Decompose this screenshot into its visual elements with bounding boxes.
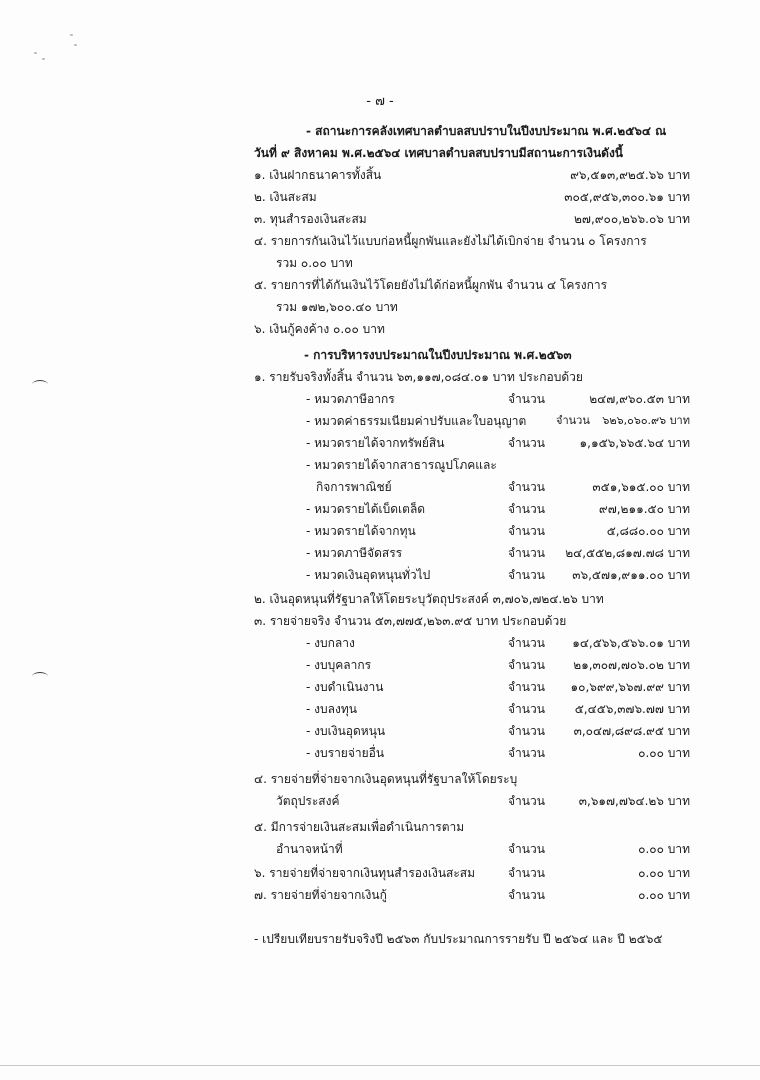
income-row-unit: จำนวน	[508, 546, 545, 560]
expense-row-amount: ๑๐,๖๙๙,๖๖๗.๙๙ บาท	[570, 680, 690, 694]
item4b-amount: ๓,๖๑๗,๗๖๔.๒๖ บาท	[578, 794, 690, 808]
expense-row-unit: จำนวน	[508, 680, 545, 694]
expense-row-amount: ๐.๐๐ บาท	[638, 746, 690, 760]
item6b-amount: ๐.๐๐ บาท	[638, 866, 690, 880]
expense-total: ๓. รายจ่ายจริง จำนวน ๕๓,๗๗๕,๒๖๓.๙๕ บาท ประกอบด้วย	[254, 614, 567, 628]
expense-row-amount: ๕,๔๕๖,๓๗๖.๗๗ บาท	[574, 702, 690, 716]
income-row-amount: ๓๕๑,๖๑๕.๐๐ บาท	[592, 480, 690, 494]
page-number: - ๗ -	[366, 94, 394, 109]
comparison-note: - เปรียบเทียบรายรับจริงปี ๒๕๖๓ กับประมาณการรายรับ ปี ๒๕๖๔ และ ปี ๒๕๖๕	[254, 932, 663, 946]
income-row-label: กิจการพาณิชย์	[316, 480, 392, 494]
income-row-label: - หมวดค่าธรรมเนียมค่าปรับและใบอนุญาต	[306, 414, 527, 428]
status-amount-2: ๓๐๕,๙๕๖,๓๐๐.๖๑ บาท	[564, 190, 690, 204]
expense-row-label: - งบลงทุน	[306, 702, 357, 716]
item4b-line1: ๔. รายจ่ายที่จ่ายจากเงินอุดหนุนที่รัฐบาลให้โดยระบุ	[254, 772, 518, 786]
income-row-amount: ๒๔,๕๕๒,๘๑๗.๗๘ บาท	[565, 546, 690, 560]
item5b-unit: จำนวน	[508, 842, 545, 856]
expense-row-label: - งบบุคลากร	[306, 658, 372, 672]
item4-line1: ๔. รายการกันเงินไว้แบบก่อหนี้ผูกพันและยังไม่ได้เบิกจ่าย จำนวน ๐ โครงการ	[254, 234, 647, 248]
scan-speck	[42, 58, 45, 60]
scan-edge-line	[0, 1065, 760, 1066]
income-row-unit: จำนวน	[508, 392, 545, 406]
expense-row-unit: จำนวน	[508, 724, 545, 738]
scan-speck	[34, 52, 37, 54]
expense-row-unit: จำนวน	[508, 658, 545, 672]
heading-line-1: - สถานะการคลังเทศบาลตำบลสบปราบในปีงบประมาณ พ.ศ.๒๕๖๔ ณ	[306, 124, 667, 138]
income-row-unit: จำนวน	[508, 568, 545, 582]
item5b-line2: อำนาจหน้าที่	[276, 842, 343, 856]
expense-row-amount: ๒๑,๓๐๗,๗๐๖.๐๒ บาท	[573, 658, 690, 672]
status-amount-3: ๒๗,๙๐๐,๒๖๖.๐๖ บาท	[574, 212, 690, 226]
income-row-label: - หมวดภาษีจัดสรร	[306, 546, 403, 560]
scan-speck	[70, 34, 73, 36]
item5b-line1: ๕. มีการจ่ายเงินสะสมเพื่อดำเนินการตาม	[254, 820, 465, 834]
item7b-label: ๗. รายจ่ายที่จ่ายจากเงินกู้	[254, 888, 387, 902]
expense-row-unit: จำนวน	[508, 746, 545, 760]
income-row-label: - หมวดรายได้จากทุน	[306, 524, 416, 538]
item6b-unit: จำนวน	[508, 866, 545, 880]
budget-heading: - การบริหารงบประมาณในปีงบประมาณ พ.ศ.๒๕๖๓	[304, 348, 572, 362]
income-row-unit: จำนวน	[508, 524, 545, 538]
income-total: ๑. รายรับจริงทั้งสิ้น จำนวน ๖๓,๑๑๗,๐๘๔.๐๑ บาท ประกอบด้วย	[254, 370, 583, 384]
income-row-label: - หมวดเงินอุดหนุนทั่วไป	[306, 568, 431, 582]
scan-speck	[74, 44, 77, 46]
income-row-label: - หมวดภาษีอากร	[306, 392, 395, 406]
item7b-unit: จำนวน	[508, 888, 545, 902]
status-label-1: ๑. เงินฝากธนาคารทั้งสิ้น	[254, 168, 382, 182]
expense-row-label: - งบกลาง	[306, 636, 355, 650]
status-label-2: ๒. เงินสะสม	[254, 190, 317, 204]
expense-row-label: - งบเงินอุดหนุน	[306, 724, 386, 738]
item5-line2: รวม ๑๗๒,๖๐๐.๔๐ บาท	[276, 300, 398, 314]
expense-row-amount: ๑๔,๕๖๖,๕๖๖.๐๑ บาท	[572, 636, 690, 650]
item5-line1: ๕. รายการที่ได้กันเงินไว้โดยยังไม่ได้ก่อหนี้ผูกพัน จำนวน ๔ โครงการ	[254, 278, 608, 292]
item5b-amount: ๐.๐๐ บาท	[638, 842, 690, 856]
income-row-amount: ๒๔๗,๙๖๐.๕๓ บาท	[589, 392, 690, 406]
income2-line: ๒. เงินอุดหนุนที่รัฐบาลให้โดยระบุวัตถุประสงค์ ๓,๗๐๖,๗๒๔.๒๖ บาท	[254, 592, 604, 606]
heading-line-2: วันที่ ๙ สิงหาคม พ.ศ.๒๕๖๔ เทศบาลตำบลสบปราบมีสถานะการเงินดังนี้	[254, 146, 624, 160]
item7b-amount: ๐.๐๐ บาท	[638, 888, 690, 902]
expense-row-unit: จำนวน	[508, 702, 545, 716]
item4b-line2: วัตถุประสงค์	[276, 794, 340, 808]
margin-mark	[32, 672, 48, 681]
income-row-unit: จำนวน	[508, 502, 545, 516]
income-row-amount: ๕,๘๘๐.๐๐ บาท	[606, 524, 690, 538]
income-row-unit: จำนวน	[508, 436, 545, 450]
income-row-label: - หมวดรายได้เบ็ดเตล็ด	[306, 502, 426, 516]
income-row-amount: ๖๒๖,๐๖๐.๙๖ บาท	[602, 414, 690, 427]
income-row-label: - หมวดรายได้จากทรัพย์สิน	[306, 436, 445, 450]
item6b-label: ๖. รายจ่ายที่จ่ายจากเงินทุนสำรองเงินสะสม	[254, 866, 476, 880]
income-row-label: - หมวดรายได้จากสาธารณูปโภคและ	[306, 458, 497, 472]
income-row-amount: ๑,๑๕๖,๖๖๕.๖๔ บาท	[579, 436, 690, 450]
item4-line2: รวม ๐.๐๐ บาท	[276, 256, 353, 270]
income-row-amount: ๓๖,๕๗๑,๙๑๑.๐๐ บาท	[572, 568, 690, 582]
item6-line: ๖. เงินกู้คงค้าง ๐.๐๐ บาท	[254, 322, 385, 336]
income-row-unit: จำนวน	[556, 414, 590, 427]
expense-row-label: - งบดำเนินงาน	[306, 680, 384, 694]
expense-row-unit: จำนวน	[508, 636, 545, 650]
expense-row-label: - งบรายจ่ายอื่น	[306, 746, 385, 760]
item4b-unit: จำนวน	[508, 794, 545, 808]
expense-row-amount: ๓,๐๔๗,๘๙๘.๙๕ บาท	[573, 724, 690, 738]
margin-mark	[32, 380, 48, 389]
status-label-3: ๓. ทุนสำรองเงินสะสม	[254, 212, 367, 226]
income-row-amount: ๙๗,๒๑๑.๕๐ บาท	[598, 502, 690, 516]
income-row-unit: จำนวน	[508, 480, 545, 494]
status-amount-1: ๙๖,๕๑๓,๙๒๕.๖๖ บาท	[570, 168, 690, 182]
